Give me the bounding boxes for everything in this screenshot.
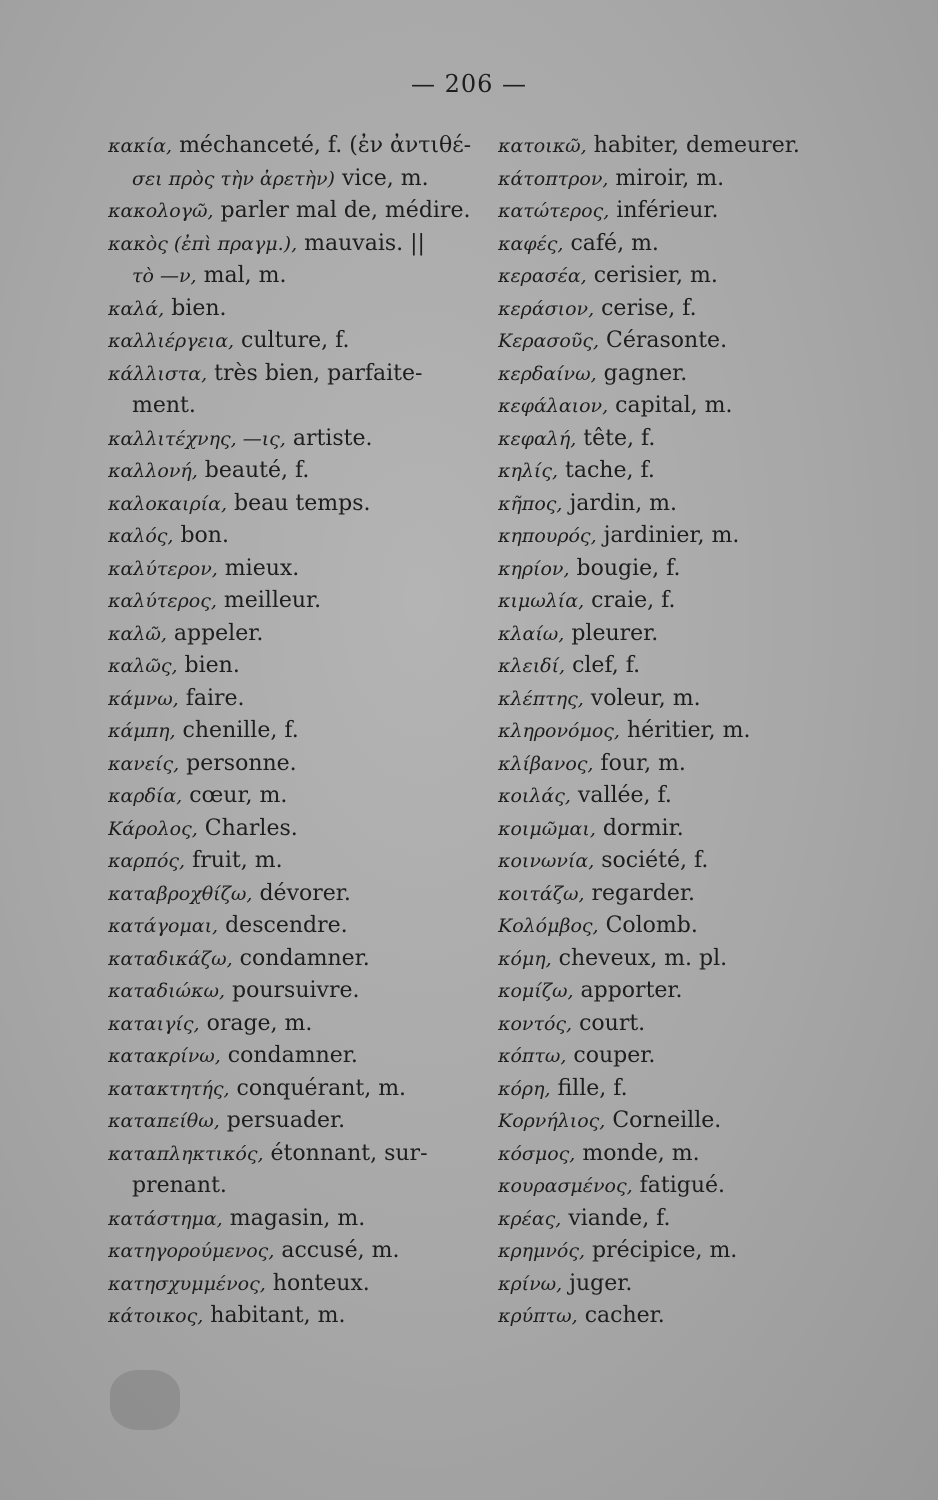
french-definition: persuader.	[219, 1108, 346, 1133]
greek-headword: κοιλάς,	[498, 785, 571, 807]
french-definition: fruit, m.	[185, 848, 283, 873]
greek-headword: κερδαίνω,	[498, 362, 597, 385]
french-definition: artiste.	[285, 425, 373, 451]
dictionary-entry	[108, 1040, 488, 1073]
greek-headword: καφές,	[498, 232, 564, 255]
french-definition: apporter.	[573, 978, 683, 1003]
french-definition: cheveux, m. pl.	[551, 945, 728, 971]
greek-headword: κάτοικος,	[108, 1305, 204, 1327]
dictionary-entry	[498, 748, 918, 781]
dictionary-entry	[108, 1008, 488, 1041]
dictionary-entry	[498, 1300, 918, 1333]
greek-headword: κρημνός,	[498, 1240, 586, 1262]
dictionary-entry	[108, 163, 488, 196]
greek-headword: κάλλιστα,	[108, 362, 208, 385]
greek-headword: κατοικῶ,	[498, 135, 587, 157]
dictionary-entry	[108, 423, 488, 456]
dictionary-entry	[498, 845, 918, 878]
dictionary-entry	[498, 943, 918, 976]
greek-headword: κανείς,	[108, 752, 180, 775]
french-definition: étonnant, sur-	[263, 1140, 428, 1166]
french-definition: voleur, m.	[583, 685, 701, 711]
greek-headword: κατακτητής,	[108, 1077, 230, 1100]
dictionary-entry	[108, 975, 488, 1008]
french-definition: dévorer.	[252, 880, 351, 906]
dictionary-entry	[498, 585, 918, 618]
dictionary-entry	[498, 1170, 918, 1203]
french-definition: personne.	[179, 750, 297, 776]
greek-headword: κακὸς (ἐπὶ πραγμ.),	[108, 232, 298, 255]
dictionary-entry	[108, 1105, 488, 1138]
dictionary-entry	[498, 1203, 918, 1236]
greek-headword: κατάγομαι,	[108, 915, 219, 937]
dictionary-entry	[108, 390, 488, 423]
dictionary-entry	[108, 585, 488, 618]
greek-headword: κόπτω,	[498, 1045, 567, 1067]
french-definition: prenant.	[132, 1173, 227, 1198]
dictionary-entry	[108, 780, 488, 813]
french-definition: tache, f.	[558, 458, 655, 483]
greek-headword: καρπός,	[108, 850, 186, 872]
greek-headword: καλλιτέχνης, —ις,	[108, 427, 286, 450]
greek-headword: κεράσιον,	[498, 297, 595, 320]
greek-headword: καλός,	[108, 525, 174, 547]
greek-headword: κακία,	[108, 135, 173, 157]
greek-headword: κληρονόμος,	[498, 720, 620, 742]
french-definition: poursuivre.	[225, 978, 360, 1003]
french-definition: monde, m.	[575, 1140, 700, 1166]
dictionary-entry	[498, 163, 918, 196]
french-definition: vallée, f.	[570, 783, 672, 808]
greek-headword: κατηγορούμενος,	[108, 1240, 275, 1262]
french-definition: beau temps.	[227, 490, 371, 516]
greek-headword: κρέας,	[498, 1207, 562, 1230]
french-definition: inférieur.	[609, 198, 719, 223]
french-definition: mal, m.	[196, 263, 287, 288]
french-definition: condamner.	[220, 1043, 358, 1068]
greek-headword: καλῶ,	[108, 622, 167, 645]
dictionary-entry	[108, 1300, 488, 1333]
greek-headword: κατώτερος,	[498, 200, 610, 222]
french-definition: parler mal de, médire.	[213, 198, 471, 223]
left-column	[108, 130, 488, 1333]
greek-headword: τὸ —ν,	[132, 265, 197, 287]
greek-headword: κοιτάζω,	[498, 882, 585, 905]
dictionary-entry	[498, 975, 918, 1008]
greek-headword: Κάρολος,	[108, 817, 198, 840]
french-definition: descendre.	[218, 913, 348, 938]
greek-headword: καλλιέργεια,	[108, 330, 235, 352]
dictionary-entry	[108, 748, 488, 781]
french-definition: beauté, f.	[197, 458, 310, 483]
french-definition: clef, f.	[565, 653, 641, 678]
dictionary-entry	[498, 130, 918, 163]
dictionary-entry	[108, 1138, 488, 1171]
right-column	[498, 130, 918, 1333]
greek-headword: καλύτερον,	[108, 557, 218, 580]
dictionary-entry	[498, 683, 918, 716]
greek-headword: Κερασοῦς,	[498, 330, 600, 352]
french-definition: honteux.	[265, 1270, 370, 1296]
greek-headword: κατάστημα,	[108, 1207, 223, 1230]
dictionary-entry	[108, 553, 488, 586]
french-definition: accusé, m.	[274, 1238, 400, 1263]
dictionary-entry	[108, 618, 488, 651]
greek-headword: κόσμος,	[498, 1142, 576, 1165]
french-definition: chenille, f.	[175, 718, 299, 743]
french-definition: bien.	[177, 653, 240, 678]
dictionary-entry	[108, 488, 488, 521]
french-definition: bougie, f.	[569, 555, 681, 581]
dictionary-entry	[498, 650, 918, 683]
greek-headword: κλαίω,	[498, 622, 565, 645]
dictionary-entry	[108, 813, 488, 846]
greek-headword: κλέπτης,	[498, 687, 584, 710]
greek-headword: κόμη,	[498, 947, 552, 970]
greek-headword: κατησχυμμένος,	[108, 1272, 266, 1295]
french-definition: regarder.	[584, 880, 695, 906]
dictionary-entry	[108, 910, 488, 943]
greek-headword: κοιμῶμαι,	[498, 817, 596, 840]
dictionary-entry	[498, 325, 918, 358]
french-definition: mauvais. ||	[297, 230, 425, 256]
greek-headword: καταβροχθίζω,	[108, 882, 253, 905]
dictionary-entry	[498, 618, 918, 651]
french-definition: pleurer.	[564, 620, 659, 646]
dictionary-entry	[108, 683, 488, 716]
french-definition: vice, m.	[334, 165, 429, 191]
greek-headword: κλειδί,	[498, 655, 566, 677]
greek-headword: κουρασμένος,	[498, 1175, 633, 1197]
greek-headword: κοντός,	[498, 1012, 573, 1035]
dictionary-entry	[498, 1138, 918, 1171]
greek-headword: κηρίον,	[498, 557, 570, 580]
dictionary-entry	[108, 878, 488, 911]
dictionary-entry	[108, 293, 488, 326]
french-definition: Cérasonte.	[599, 328, 728, 353]
greek-headword: καρδία,	[108, 785, 183, 807]
french-definition: miroir, m.	[608, 165, 725, 191]
greek-headword: κῆπος,	[498, 492, 563, 515]
dictionary-entry	[108, 195, 488, 228]
dictionary-entry	[108, 1203, 488, 1236]
french-definition: capital, m.	[608, 393, 733, 418]
dictionary-entry	[498, 293, 918, 326]
french-definition: jardinier, m.	[596, 523, 740, 548]
french-definition: appeler.	[166, 620, 264, 646]
french-definition: bien.	[164, 295, 227, 321]
dictionary-entry	[498, 488, 918, 521]
dictionary-entry	[108, 715, 488, 748]
dictionary-entry	[108, 1170, 488, 1203]
french-definition: orage, m.	[199, 1010, 313, 1036]
greek-headword: κομίζω,	[498, 980, 574, 1002]
french-definition: couper.	[566, 1043, 656, 1068]
greek-headword: κακολογῶ,	[108, 200, 214, 222]
dictionary-entry	[498, 423, 918, 456]
french-definition: juger.	[562, 1270, 633, 1296]
greek-headword: Κολόμβος,	[498, 915, 599, 937]
french-definition: fille, f.	[550, 1075, 628, 1101]
greek-headword: κοινωνία,	[498, 850, 595, 872]
french-definition: café, m.	[563, 230, 659, 256]
french-definition: craie, f.	[584, 588, 676, 613]
greek-headword: κλίβανος,	[498, 752, 594, 775]
greek-headword: καταιγίς,	[108, 1012, 200, 1035]
dictionary-entry	[498, 1268, 918, 1301]
french-definition: cerisier, m.	[586, 263, 718, 288]
french-definition: viande, f.	[561, 1205, 671, 1231]
greek-headword: σει πρὸς τὴν ἀρετὴν)	[132, 167, 335, 190]
french-definition: héritier, m.	[619, 718, 751, 743]
dictionary-entry	[498, 813, 918, 846]
french-definition: culture, f.	[234, 328, 350, 353]
dictionary-entry	[108, 520, 488, 553]
french-definition: méchanceté, f. (ἐν ἀντιθέ-	[172, 133, 472, 158]
greek-headword: καταδιώκω,	[108, 980, 226, 1002]
dictionary-entry	[498, 260, 918, 293]
dictionary-entry	[498, 910, 918, 943]
dictionary-entry	[498, 553, 918, 586]
greek-headword: καλά,	[108, 297, 165, 320]
french-definition: Corneille.	[605, 1108, 722, 1133]
french-definition: précipice, m.	[585, 1238, 738, 1263]
french-definition: magasin, m.	[222, 1205, 366, 1231]
greek-headword: καλύτερος,	[108, 590, 217, 612]
greek-headword: κηλίς,	[498, 460, 559, 482]
dictionary-entry	[108, 130, 488, 163]
french-definition: bon.	[173, 523, 229, 548]
ink-smudge	[110, 1370, 180, 1430]
greek-headword: κατακρίνω,	[108, 1045, 221, 1067]
greek-headword: κρίνω,	[498, 1272, 563, 1295]
french-definition: dormir.	[595, 815, 684, 841]
french-definition: jardin, m.	[562, 490, 678, 516]
french-definition: mieux.	[217, 555, 300, 581]
french-definition: gagner.	[596, 360, 688, 386]
french-definition: fatigué.	[632, 1173, 726, 1198]
greek-headword: καταπείθω,	[108, 1110, 220, 1132]
french-definition: ment.	[132, 393, 196, 418]
dictionary-entry	[498, 780, 918, 813]
french-definition: conquérant, m.	[229, 1075, 407, 1101]
dictionary-entry	[498, 390, 918, 423]
dictionary-entry	[498, 1008, 918, 1041]
dictionary-entry	[498, 715, 918, 748]
dictionary-entry	[498, 1235, 918, 1268]
greek-headword: κρύπτω,	[498, 1305, 578, 1327]
dictionary-entry	[108, 1073, 488, 1106]
greek-headword: Κορνήλιος,	[498, 1110, 606, 1132]
french-definition: court.	[572, 1010, 646, 1036]
dictionary-entry	[108, 358, 488, 391]
french-definition: meilleur.	[216, 588, 322, 613]
french-definition: Colomb.	[598, 913, 698, 938]
dictionary-entry	[108, 943, 488, 976]
french-definition: très bien, parfaite-	[207, 360, 423, 386]
dictionary-entry	[498, 1073, 918, 1106]
dictionary-entry	[108, 1268, 488, 1301]
french-definition: habiter, demeurer.	[586, 133, 800, 158]
french-definition: société, f.	[594, 848, 709, 873]
dictionary-entry	[498, 358, 918, 391]
dictionary-entry	[498, 1105, 918, 1138]
dictionary-entry	[108, 455, 488, 488]
french-definition: cerise, f.	[594, 295, 697, 321]
page-number: — 206 —	[410, 70, 528, 98]
greek-headword: κεφαλή,	[498, 427, 577, 450]
greek-headword: καλοκαιρία,	[108, 492, 228, 515]
dictionary-entry	[108, 325, 488, 358]
greek-headword: κεφάλαιον,	[498, 395, 609, 417]
dictionary-entry	[108, 228, 488, 261]
dictionary-entry	[498, 195, 918, 228]
french-definition: cacher.	[577, 1303, 665, 1328]
greek-headword: καλῶς,	[108, 655, 178, 677]
dictionary-entry	[108, 1235, 488, 1268]
greek-headword: κερασέα,	[498, 265, 587, 287]
greek-headword: καλλονή,	[108, 460, 198, 482]
french-definition: habitant, m.	[203, 1303, 346, 1328]
greek-headword: κόρη,	[498, 1077, 551, 1100]
greek-headword: καταπληκτικός,	[108, 1142, 264, 1165]
dictionary-entry	[498, 1040, 918, 1073]
dictionary-entry	[498, 520, 918, 553]
french-definition: faire.	[178, 685, 245, 711]
dictionary-entry	[108, 845, 488, 878]
greek-headword: κάμνω,	[108, 687, 179, 710]
greek-headword: καταδικάζω,	[108, 947, 233, 970]
dictionary-entry	[498, 228, 918, 261]
french-definition: condamner.	[232, 945, 370, 971]
greek-headword: κηπουρός,	[498, 525, 597, 547]
french-definition: Charles.	[197, 815, 298, 841]
greek-headword: κάμπη,	[108, 720, 176, 742]
dictionary-entry	[498, 878, 918, 911]
greek-headword: κιμωλία,	[498, 590, 585, 612]
french-definition: tête, f.	[576, 425, 656, 451]
french-definition: four, m.	[593, 750, 686, 776]
dictionary-entry	[108, 650, 488, 683]
greek-headword: κάτοπτρον,	[498, 167, 609, 190]
french-definition: cœur, m.	[182, 783, 288, 808]
dictionary-entry	[498, 455, 918, 488]
dictionary-entry	[108, 260, 488, 293]
